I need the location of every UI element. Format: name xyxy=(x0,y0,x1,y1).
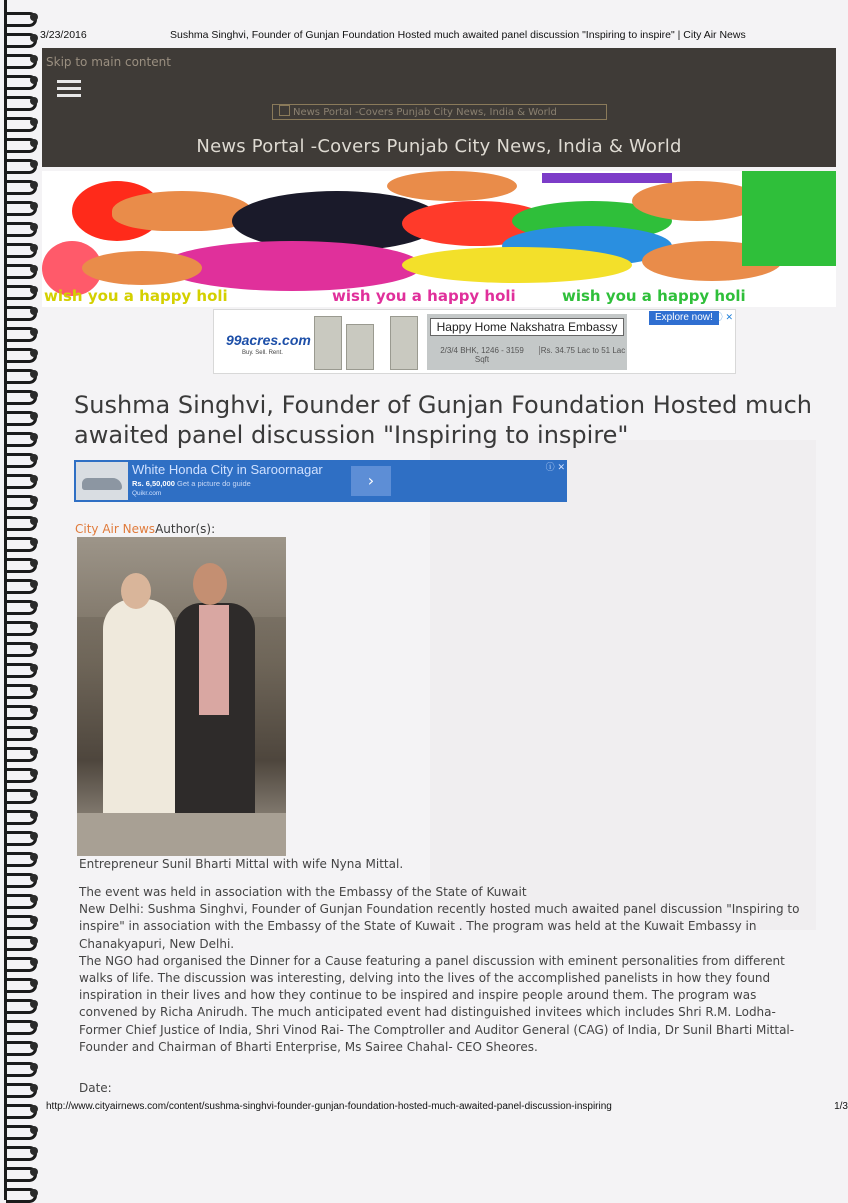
skip-to-content-link[interactable]: Skip to main content xyxy=(46,55,171,69)
binding-coil xyxy=(6,136,38,150)
building-image xyxy=(390,316,418,370)
ad-project-config: 2/3/4 BHK, 1246 - 3159 Sqft xyxy=(440,346,524,364)
holi-greeting: wish you a happy holi xyxy=(332,287,516,305)
binding-coil xyxy=(6,955,38,969)
binding-coil xyxy=(6,892,38,906)
author-label: Author(s): xyxy=(155,522,216,536)
binding-coil xyxy=(6,745,38,759)
binding-coil xyxy=(6,619,38,633)
print-header xyxy=(40,29,818,45)
ad-brand-name: 99acres.com xyxy=(226,332,311,348)
binding-coil xyxy=(6,115,38,129)
binding-coil xyxy=(6,934,38,948)
ad-close-icon[interactable]: ⓘ ✕ xyxy=(545,463,565,473)
photo-figure-woman-head xyxy=(121,573,151,609)
binding-coil xyxy=(6,514,38,528)
color-bowl xyxy=(82,251,202,285)
binding-coil xyxy=(6,1018,38,1032)
author-line xyxy=(75,522,215,536)
binding-coil xyxy=(6,493,38,507)
color-bowl xyxy=(387,171,517,201)
binding-coil xyxy=(6,976,38,990)
car-ad-sub: Get a picture do guide xyxy=(177,479,251,488)
binding-coil xyxy=(6,94,38,108)
article-title: Sushma Singhvi, Founder of Gunjan Foundation Hosted much awaited panel discussion "Inspiring to inspire" xyxy=(74,391,812,449)
binding-coil xyxy=(6,913,38,927)
holi-greeting: wish you a happy holi xyxy=(44,287,228,305)
binding-coil xyxy=(6,598,38,612)
binding-coil xyxy=(6,1123,38,1137)
broken-image-icon xyxy=(279,105,290,116)
print-page-number: 1/3 xyxy=(834,1101,848,1112)
binding-coil xyxy=(6,703,38,717)
binding-coil xyxy=(6,346,38,360)
binding-coil xyxy=(6,766,38,780)
property-ad[interactable] xyxy=(213,309,736,374)
print-date: 3/23/2016 xyxy=(40,29,87,41)
binding-coil xyxy=(6,535,38,549)
binding-coil xyxy=(6,73,38,87)
print-url: http://www.cityairnews.com/content/sushma-singhvi-founder-gunjan-foundation-hosted-much-awaited-panel-discussion-inspiring xyxy=(46,1101,612,1112)
binding-coil xyxy=(6,1165,38,1179)
binding-coil xyxy=(6,661,38,675)
binding-coil xyxy=(6,283,38,297)
binding-coil xyxy=(6,31,38,45)
car-ad-site: Quikr.com xyxy=(132,490,162,497)
car-ad-title: White Honda City in Saroornagar xyxy=(132,462,323,477)
car-ad-price: Rs. 6,50,000 xyxy=(132,479,175,488)
article-paragraph: The NGO had organised the Dinner for a Cause featuring a panel discussion with eminent personalities from different walks of life. The discussion was interesting, delving into the lives of the accomplished panelists in how they found inspiration in their lives and how they continue to be inspired and inspire people around them. The program was convened by Richa Anirudh. The much anticipated event had distinguished invitees which includes Shri R.M. Lodha- Former Chief Justice of India, Shri Vinod Rai- The Comptroller and Auditor General (CAG) of India, Dr Sunil Bharti Mittal- Founder and Chairman of Bharti Enterprise, Ms Sairee Chahal- CEO Sheores. xyxy=(79,953,795,1054)
binding-coil xyxy=(6,409,38,423)
photo-background xyxy=(77,537,286,617)
binding-coil xyxy=(6,241,38,255)
binding-coil xyxy=(6,850,38,864)
binding-coil xyxy=(6,640,38,654)
car-ad[interactable] xyxy=(74,460,567,502)
binding-coil xyxy=(6,430,38,444)
binding-coil xyxy=(6,52,38,66)
site-logo-broken-image[interactable] xyxy=(272,104,607,120)
faded-background-image xyxy=(430,440,816,930)
binding-coil xyxy=(6,157,38,171)
site-title[interactable]: News Portal -Covers Punjab City News, India & World xyxy=(196,136,682,157)
binding-coil xyxy=(6,997,38,1011)
color-bowl xyxy=(112,191,252,231)
binding-coil xyxy=(6,304,38,318)
explore-now-button[interactable]: Explore now! xyxy=(649,311,719,325)
binding-coil xyxy=(6,808,38,822)
binding-coil xyxy=(6,1060,38,1074)
color-powder xyxy=(402,247,632,283)
binding-coil xyxy=(6,829,38,843)
color-powder xyxy=(742,171,836,266)
binding-coil xyxy=(6,556,38,570)
spiral-binding xyxy=(0,0,44,1200)
binding-coil xyxy=(6,178,38,192)
binding-coil xyxy=(6,871,38,885)
photo-figure-woman xyxy=(103,599,175,829)
source-link[interactable]: City Air News xyxy=(75,522,156,536)
ad-brand-tagline: Buy. Sell. Rent. xyxy=(242,350,283,356)
car-thumbnail xyxy=(76,462,128,500)
binding-coil xyxy=(6,325,38,339)
binding-coil xyxy=(6,682,38,696)
color-stripe xyxy=(542,173,672,183)
binding-coil xyxy=(6,1081,38,1095)
ad-project-price: Rs. 34.75 Lac to 51 Lac xyxy=(540,346,626,355)
article-paragraph: The event was held in association with the Embassy of the State of Kuwait xyxy=(79,885,527,899)
binding-coil xyxy=(6,10,38,24)
print-page-title: Sushma Singhvi, Founder of Gunjan Foundation Hosted much awaited panel discussion "Inspiring to inspire" | City Air News xyxy=(170,29,746,41)
holi-greeting: wish you a happy holi xyxy=(562,287,746,305)
building-image xyxy=(346,324,374,370)
holi-banner xyxy=(42,171,836,307)
binding-coil xyxy=(6,1102,38,1116)
binding-coil xyxy=(6,1039,38,1053)
car-ad-price-line xyxy=(132,479,251,488)
date-label: Date: xyxy=(79,1081,112,1095)
photo-figure-man-shirt xyxy=(199,605,229,715)
binding-coil xyxy=(6,220,38,234)
logo-alt-text: News Portal -Covers Punjab City News, India & World xyxy=(293,107,557,118)
site-header xyxy=(42,48,836,167)
ad-project-card xyxy=(427,314,627,370)
binding-coil xyxy=(6,388,38,402)
binding-coil xyxy=(6,724,38,738)
binding-coil xyxy=(6,1144,38,1158)
binding-coil xyxy=(6,199,38,213)
binding-coil xyxy=(6,787,38,801)
car-ad-arrow-button[interactable]: › xyxy=(351,466,391,496)
binding-coil xyxy=(6,451,38,465)
ad-project-name: Happy Home Nakshatra Embassy xyxy=(430,318,624,336)
photo-floor xyxy=(77,813,286,856)
binding-coil xyxy=(6,367,38,381)
binding-coil xyxy=(6,1186,38,1200)
photo-figure-man-head xyxy=(193,563,227,605)
binding-coil xyxy=(6,262,38,276)
photo-caption: Entrepreneur Sunil Bharti Mittal with wife Nyna Mittal. xyxy=(79,857,404,871)
menu-icon[interactable] xyxy=(57,80,81,98)
building-image xyxy=(314,316,342,370)
ad-close-icon[interactable]: ⓘ ✕ xyxy=(713,313,733,323)
article-photo xyxy=(77,537,286,856)
binding-coil xyxy=(6,577,38,591)
article-paragraph: New Delhi: Sushma Singhvi, Founder of Gunjan Foundation recently hosted much awaited panel discussion "Inspiring to inspire" in association with the Embassy of the State of Kuwait . The program was held at the Kuwait Embassy in Chanakyapuri, New Delhi. xyxy=(79,902,800,951)
binding-coil xyxy=(6,472,38,486)
article-body xyxy=(79,884,809,1056)
ad-brand-logo xyxy=(226,332,311,356)
